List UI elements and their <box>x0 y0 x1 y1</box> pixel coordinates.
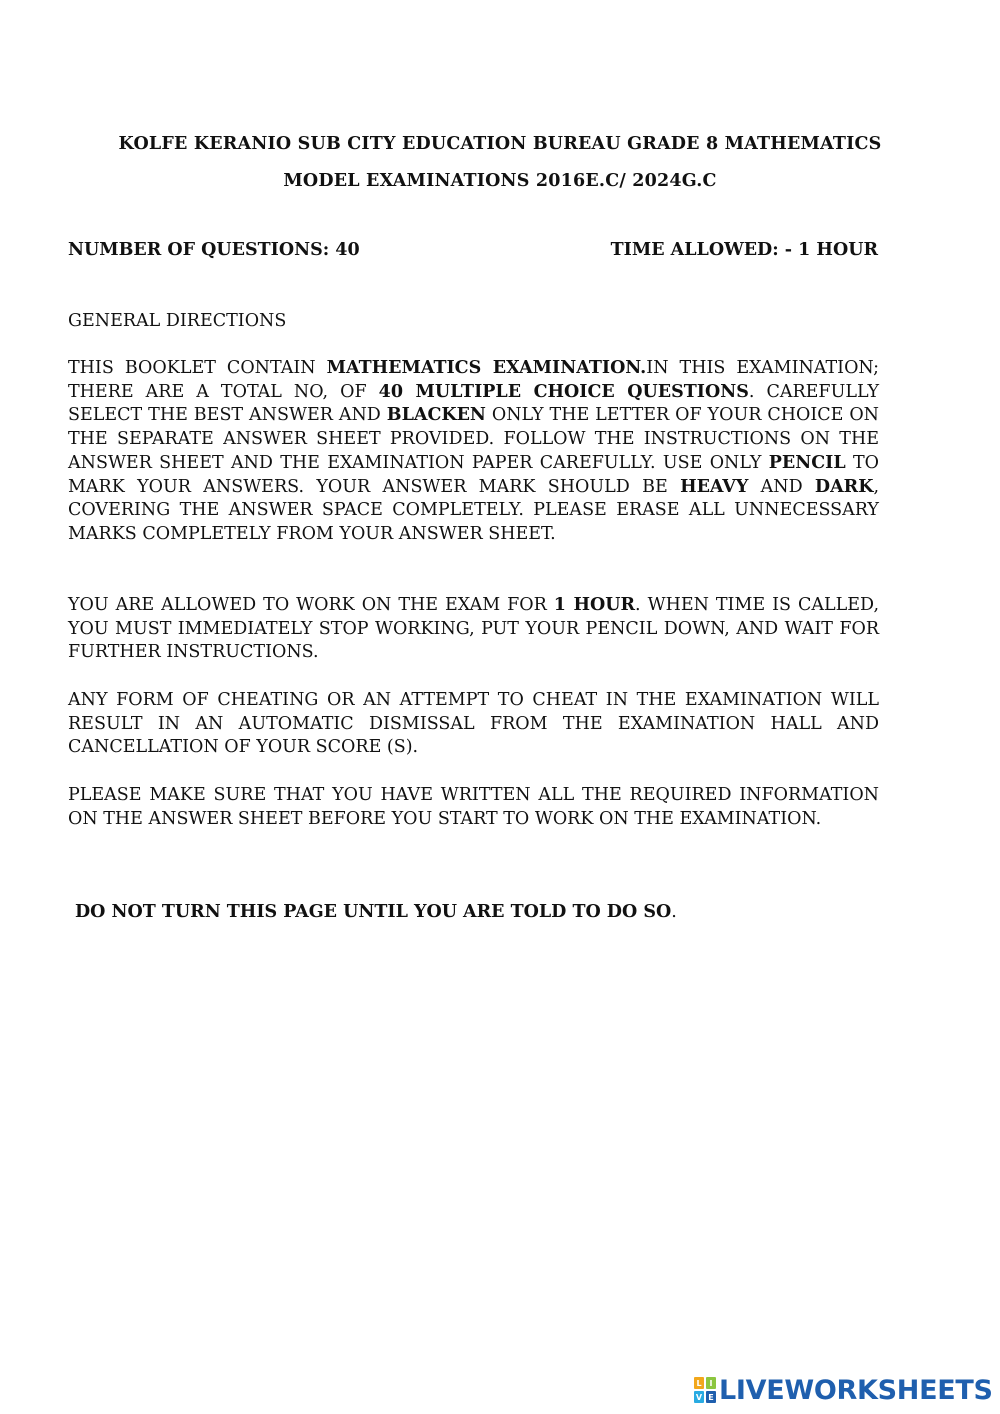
mark-letter-4: E <box>706 1391 716 1403</box>
p1-text-6: AND <box>748 476 815 497</box>
p1-text-4: ONLY THE LETTER OF YOUR CHOICE ON THE SEPARATE ANSWER SHEET PROVIDED. FOLLOW THE INSTRUCTIONS ON THE ANSWER SHEET AND THE EXAMINATION PAPER CAREFULLY. USE ONLY <box>68 405 879 473</box>
p1-text-1: THIS BOOKLET CONTAIN <box>68 358 327 378</box>
directions-paragraph-3: ANY FORM OF CHEATING OR AN ATTEMPT TO CHEAT IN THE EXAMINATION WILL RESULT IN AN AUTOMATIC DISMISSAL FROM THE EXAMINATION HALL AND CANCELLATION OF YOUR SCORE (S). <box>68 690 879 758</box>
time-allowed: TIME ALLOWED: - 1 HOUR <box>610 240 878 260</box>
p2-bold-1: 1 HOUR <box>553 595 636 615</box>
liveworksheets-wordmark: LIVEWORKSHEETS <box>719 1374 993 1406</box>
mark-letter-2: I <box>706 1377 716 1389</box>
directions-paragraph-4: PLEASE MAKE SURE THAT YOU HAVE WRITTEN ALL THE REQUIRED INFORMATION ON THE ANSWER SHEET BEFORE YOU START TO WORK ON THE EXAMINATION. <box>68 785 879 829</box>
p1-text-5: TO MARK YOUR ANSWERS. YOUR ANSWER MARK SHOULD BE <box>68 452 879 497</box>
p1-text-7: , COVERING THE ANSWER SPACE COMPLETELY. PLEASE ERASE ALL UNNECESSARY MARKS COMPLETELY FROM YOUR ANSWER SHEET. <box>68 476 880 544</box>
p1-bold-5: HEAVY <box>680 476 749 497</box>
p2-text-1: YOU ARE ALLOWED TO WORK ON THE EXAM FOR <box>68 595 554 615</box>
p1-bold-6: DARK <box>814 476 874 497</box>
liveworksheets-logo <box>694 1374 993 1406</box>
mark-letter-1: L <box>694 1377 704 1389</box>
directions-paragraph-2 <box>68 594 879 665</box>
exam-title-line2: MODEL EXAMINATIONS 2016E.C/ 2024G.C <box>283 171 717 191</box>
general-directions-heading: GENERAL DIRECTIONS <box>68 311 287 331</box>
liveworksheets-mark-icon <box>694 1377 716 1403</box>
p1-text-3: . CAREFULLY SELECT THE BEST ANSWER AND <box>68 381 879 426</box>
p1-text-2: IN THIS EXAMINATION; THERE ARE A TOTAL NO, OF <box>68 358 879 402</box>
number-of-questions: NUMBER OF QUESTIONS: 40 <box>68 240 360 260</box>
directions-paragraph-1 <box>68 357 879 547</box>
p2-text-2: . WHEN TIME IS CALLED, YOU MUST IMMEDIATELY STOP WORKING, PUT YOUR PENCIL DOWN, AND WAIT FOR FURTHER INSTRUCTIONS. <box>68 595 880 663</box>
final-instruction-tail: . <box>671 902 677 922</box>
p1-bold-4: PENCIL <box>768 452 846 473</box>
final-instruction-bold: DO NOT TURN THIS PAGE UNTIL YOU ARE TOLD TO DO SO <box>75 902 672 922</box>
final-instruction <box>75 902 677 922</box>
p1-bold-1: MATHEMATICS EXAMINATION. <box>326 358 647 378</box>
mark-letter-3: V <box>695 1392 703 1402</box>
p1-bold-3: BLACKEN <box>386 405 486 426</box>
p1-bold-2: 40 MULTIPLE CHOICE QUESTIONS <box>378 381 749 402</box>
exam-title-line1: KOLFE KERANIO SUB CITY EDUCATION BUREAU GRADE 8 MATHEMATICS <box>118 134 882 154</box>
